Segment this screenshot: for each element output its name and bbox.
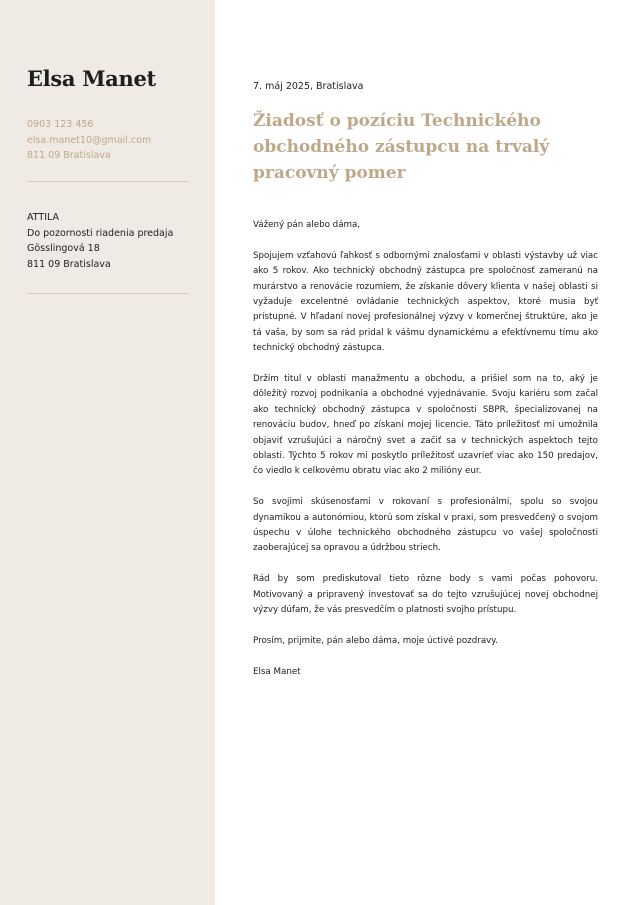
letter-paragraph: Držím titul v oblasti manažmentu a obchodu, a prišiel som na to, aký je dôležitý rozvoj podnikania a obchodné vyjednávanie. Svoju kariéru som začal ako technický obchodný zástupca v spoločnosti SBPR, špecializovanej na renováciu budov, hneď po získaní mojej licencie. Táto príležitosť mi umožnila objaviť vzrušujúci a náročný svet a začiť sa v technických aspektoch tejto oblasti. Týchto 5 rokov mi poskytlo príležitosť uzavrieť viac ako 150 predajov, čo viedlo k celkovému obratu viac ako 2 milióny eur. [253,374,598,477]
recipient-city: 811 09 Bratislava [27,258,111,270]
recipient-block [27,210,173,272]
sidebar-divider-top [27,181,188,182]
recipient-company: ATTILA [27,212,60,223]
sidebar [0,0,215,905]
sender-phone: 0903 123 456 [27,119,94,130]
sender-address: 811 09 Bratislava [27,150,111,161]
letter-paragraph: Spojujem vzťahovú ľahkosť s odbornými znalosťami v oblasti výstavby už viac ako 5 rokov. Ako technický obchodný zástupca pre spoločnosť zameranú na murárstvo a renovácie rozumiem, že získanie dôvery klienta v našej oblasti si vyžaduje excelentné ovládanie technických aspektov, ktoré musia byť prístupné. V hľadaní novej profesionálnej výzvy v komerčnej štruktúre, ako je tá vaša, by som sa rád pridal k vášmu dynamickému a efektívnemu tímu ako technický obchodný zástupca. [253,250,598,354]
letter-subject: Žiadosť o pozíciu Technického obchodného zástupcu na trvalý pracovný pomer [253,111,550,183]
recipient-street: Gösslingová 18 [27,243,100,254]
sender-name: Elsa Manet [27,66,156,91]
letter-salutation: Vážený pán alebo dáma, [253,220,361,230]
letter-paragraph: Rád by som prediskutoval tieto rôzne body s vami počas pohovoru. Motivovaný a pripravený investovať sa do tejto vzrušujúcej novej obchodnej výzvy dúfam, že vás presvedčím o platnosti svojho prístupu. [253,574,598,616]
recipient-attention: Do pozornosti riadenia predaja [27,227,174,239]
letter-date: 7. máj 2025, Bratislava [253,81,364,92]
letter-paragraph: So svojimi skúsenosťami v rokovaní s profesionálmi, spolu so svojou dynamikou a autonómiou, ktorú som získal v praxi, som presvedčený o svojom úspechu v úlohe technického obchodného zástupcu vo vašej spoločnosti zaoberajúcej sa opravou a údržbou striech. [253,497,598,554]
sender-contact [27,117,151,164]
sender-email: elsa.manet10@gmail.com [27,134,152,146]
letter-signature: Elsa Manet [253,666,301,677]
letter-closing: Prosím, prijmite, pán alebo dáma, moje úctivé pozdravy. [253,635,498,646]
sidebar-divider-bottom [27,293,188,294]
letter-content [253,218,598,695]
